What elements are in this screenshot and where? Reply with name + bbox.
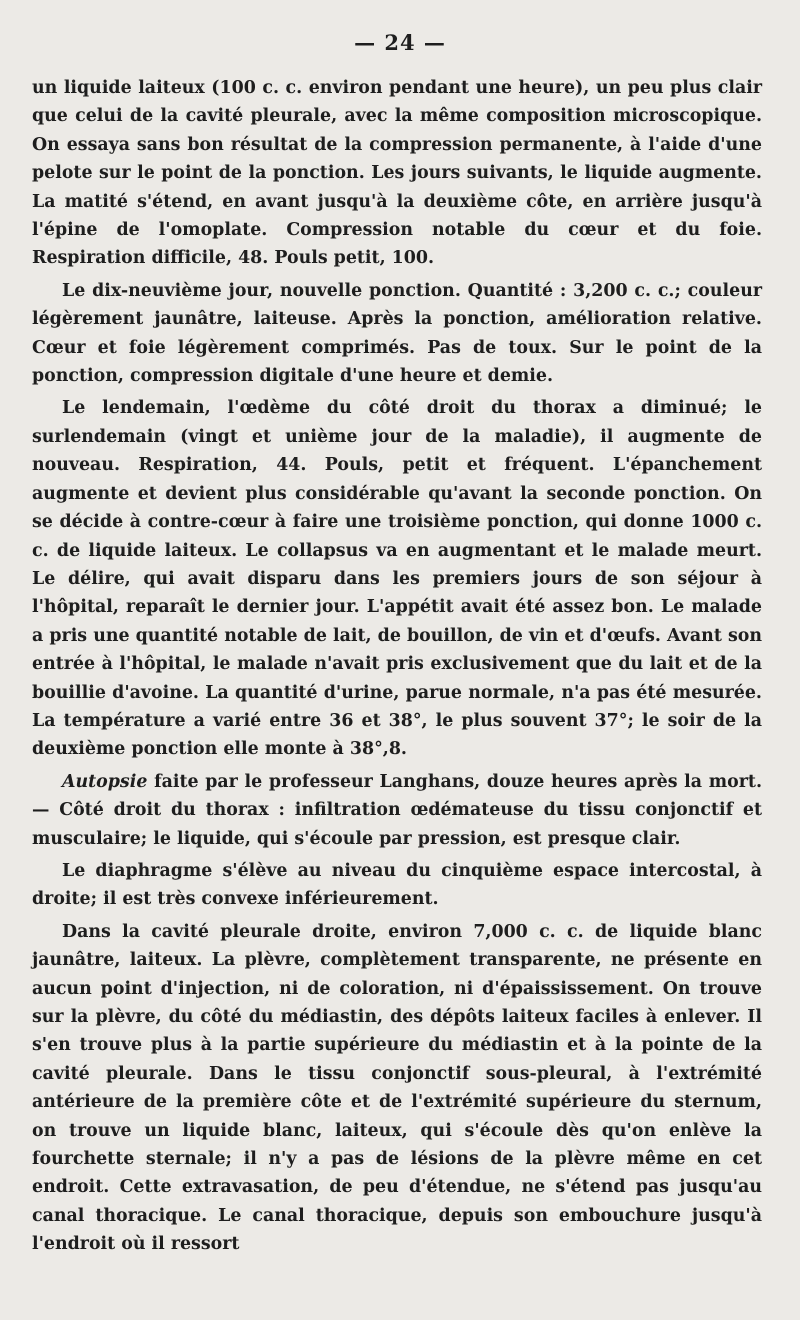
autopsy-label: Autopsie xyxy=(62,771,148,792)
paragraph-pleural-cavity: Dans la cavité pleurale droite, environ 7,000 c. c. de liquide blanc jaunâtre, laiteux. La plèvre, complètement transparente, ne présente en aucun point d'injection, ni de coloration, ni d'épaississement. On trouve sur la plèvre, du côté du médiastin, des dépôts laiteux faciles à enlever. Il s'en trouve plus à la partie supérieure du médiastin et à la pointe de la cavité pleurale. Dans le tissu conjonctif sous-pleural, à l'extrémité antérieure de la première côte et de l'extrémité supérieure du sternum, on trouve un liquide blanc, laiteux, qui s'écoule dès qu'on enlève la fourchette sternale; il n'y a pas de lésions de la plèvre même en cet endroit. Cette extravasation, de peu d'étendue, ne s'étend pas jusqu'au canal thoracique. Le canal thoracique, depuis son embouchure jusqu'à l'endroit où il ressort xyxy=(32,921,762,1255)
autopsy-text: faite par le professeur Langhans, douze heures après la mort. — Côté droit du thorax : infiltration œdémateuse du tissu conjonctif et musculaire; le liquide, qui s'écoule par pression, est presque clair. xyxy=(32,771,762,849)
document-body xyxy=(32,74,762,1263)
paragraph-third-puncture: Le lendemain, l'œdème du côté droit du thorax a diminué; le surlendemain (vingt et unième jour de la maladie), il augmente de nouveau. Respiration, 44. Pouls, petit et fréquent. L'épanchement augmente et devient plus considérable qu'avant la seconde ponction. On se décide à contre-cœur à faire une troisième ponction, qui donne 1000 c. c. de liquide laiteux. Le collapsus va en augmentant et le malade meurt. Le délire, qui avait disparu dans les premiers jours de son séjour à l'hôpital, reparaît le dernier jour. L'appétit avait été assez bon. Le malade a pris une quantité notable de lait, de bouillon, de vin et d'œufs. Avant son entrée à l'hôpital, le malade n'avait pris exclusivement que du lait et de la bouillie d'avoine. La quantité d'urine, parue normale, n'a pas été mesurée. La température a varié entre 36 et 38°, le plus souvent 37°; le soir de la deuxième ponction elle monte à 38°,8. xyxy=(32,398,762,760)
paragraph-second-puncture: Le dix-neuvième jour, nouvelle ponction. Quantité : 3,200 c. c.; couleur légèrement jaunâtre, laiteuse. Après la ponction, amélioration relative. Cœur et foie légèrement comprimés. Pas de toux. Sur le point de la ponction, compression digitale d'une heure et demie. xyxy=(32,280,762,387)
paragraph-diaphragm: Le diaphragme s'élève au niveau du cinquième espace intercostal, à droite; il est très convexe inférieurement. xyxy=(32,860,762,910)
paragraph-autopsy xyxy=(32,768,762,853)
paragraph-continuation: un liquide laiteux (100 c. c. environ pendant une heure), un peu plus clair que celui de la cavité pleurale, avec la même composition microscopique. On essaya sans bon résultat de la compression permanente, à l'aide d'une pelote sur le point de la ponction. Les jours suivants, le liquide augmente. La matité s'étend, en avant jusqu'à la deuxième côte, en arrière jusqu'à l'épine de l'omoplate. Compression notable du cœur et du foie. Respiration difficile, 48. Pouls petit, 100. xyxy=(32,78,762,269)
page-number: — 24 — xyxy=(354,30,446,55)
